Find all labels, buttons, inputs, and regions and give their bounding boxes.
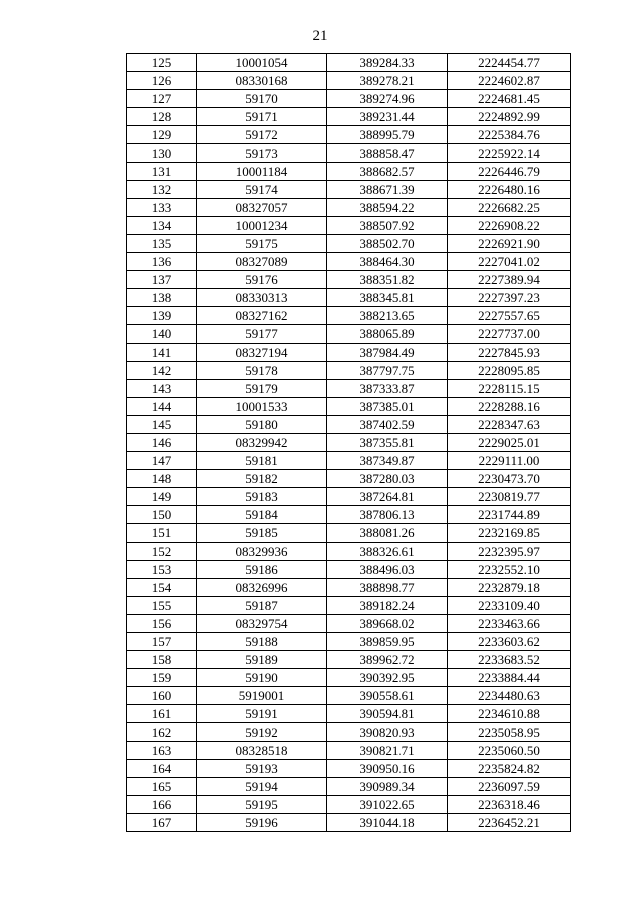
point-id-cell: 10001533 — [197, 397, 327, 415]
row-number-cell: 136 — [127, 253, 197, 271]
point-id-cell: 59194 — [197, 777, 327, 795]
x-coordinate-cell: 388213.65 — [327, 307, 448, 325]
row-number-cell: 138 — [127, 289, 197, 307]
table-row — [127, 524, 571, 542]
point-id-cell: 59184 — [197, 506, 327, 524]
x-coordinate-cell: 388326.61 — [327, 542, 448, 560]
x-coordinate-cell: 388464.30 — [327, 253, 448, 271]
y-coordinate-cell: 2230819.77 — [448, 488, 571, 506]
y-coordinate-cell: 2225384.76 — [448, 126, 571, 144]
table-row — [127, 560, 571, 578]
row-number-cell: 139 — [127, 307, 197, 325]
row-number-cell: 143 — [127, 379, 197, 397]
y-coordinate-cell: 2225922.14 — [448, 144, 571, 162]
y-coordinate-cell: 2227041.02 — [448, 253, 571, 271]
row-number-cell: 160 — [127, 687, 197, 705]
y-coordinate-cell: 2231744.89 — [448, 506, 571, 524]
point-id-cell: 59177 — [197, 325, 327, 343]
row-number-cell: 134 — [127, 216, 197, 234]
row-number-cell: 133 — [127, 198, 197, 216]
table-row — [127, 542, 571, 560]
table-row — [127, 361, 571, 379]
x-coordinate-cell: 388345.81 — [327, 289, 448, 307]
y-coordinate-cell: 2228095.85 — [448, 361, 571, 379]
x-coordinate-cell: 388351.82 — [327, 271, 448, 289]
row-number-cell: 156 — [127, 614, 197, 632]
table-row — [127, 108, 571, 126]
table-row — [127, 452, 571, 470]
point-id-cell: 59187 — [197, 596, 327, 614]
x-coordinate-cell: 389274.96 — [327, 90, 448, 108]
point-id-cell: 59189 — [197, 651, 327, 669]
table-row — [127, 470, 571, 488]
point-id-cell: 08329942 — [197, 433, 327, 451]
y-coordinate-cell: 2224681.45 — [448, 90, 571, 108]
point-id-cell: 59193 — [197, 759, 327, 777]
table-row — [127, 759, 571, 777]
table-row — [127, 397, 571, 415]
table-row — [127, 325, 571, 343]
point-id-cell: 10001054 — [197, 54, 327, 72]
table-row — [127, 415, 571, 433]
y-coordinate-cell: 2228288.16 — [448, 397, 571, 415]
point-id-cell: 10001234 — [197, 216, 327, 234]
point-id-cell: 59174 — [197, 180, 327, 198]
table-row — [127, 126, 571, 144]
point-id-cell: 59180 — [197, 415, 327, 433]
point-id-cell: 59176 — [197, 271, 327, 289]
coordinates-table-body — [127, 54, 571, 832]
y-coordinate-cell: 2236318.46 — [448, 795, 571, 813]
point-id-cell: 08327057 — [197, 198, 327, 216]
row-number-cell: 137 — [127, 271, 197, 289]
y-coordinate-cell: 2227557.65 — [448, 307, 571, 325]
point-id-cell: 59171 — [197, 108, 327, 126]
x-coordinate-cell: 388594.22 — [327, 198, 448, 216]
row-number-cell: 144 — [127, 397, 197, 415]
table-row — [127, 307, 571, 325]
x-coordinate-cell: 387264.81 — [327, 488, 448, 506]
row-number-cell: 153 — [127, 560, 197, 578]
x-coordinate-cell: 388898.77 — [327, 578, 448, 596]
x-coordinate-cell: 387984.49 — [327, 343, 448, 361]
x-coordinate-cell: 389962.72 — [327, 651, 448, 669]
table-row — [127, 669, 571, 687]
table-row — [127, 741, 571, 759]
point-id-cell: 5919001 — [197, 687, 327, 705]
row-number-cell: 131 — [127, 162, 197, 180]
x-coordinate-cell: 390821.71 — [327, 741, 448, 759]
x-coordinate-cell: 388081.26 — [327, 524, 448, 542]
table-row — [127, 379, 571, 397]
x-coordinate-cell: 388065.89 — [327, 325, 448, 343]
y-coordinate-cell: 2235058.95 — [448, 723, 571, 741]
table-row — [127, 687, 571, 705]
table-row — [127, 271, 571, 289]
y-coordinate-cell: 2232169.85 — [448, 524, 571, 542]
row-number-cell: 135 — [127, 234, 197, 252]
point-id-cell: 10001184 — [197, 162, 327, 180]
x-coordinate-cell: 388671.39 — [327, 180, 448, 198]
table-row — [127, 614, 571, 632]
point-id-cell: 08327194 — [197, 343, 327, 361]
row-number-cell: 155 — [127, 596, 197, 614]
x-coordinate-cell: 388995.79 — [327, 126, 448, 144]
x-coordinate-cell: 389668.02 — [327, 614, 448, 632]
y-coordinate-cell: 2235060.50 — [448, 741, 571, 759]
y-coordinate-cell: 2234480.63 — [448, 687, 571, 705]
table-row — [127, 813, 571, 831]
table-row — [127, 216, 571, 234]
row-number-cell: 162 — [127, 723, 197, 741]
table-row — [127, 651, 571, 669]
table-row — [127, 72, 571, 90]
y-coordinate-cell: 2227737.00 — [448, 325, 571, 343]
point-id-cell: 59191 — [197, 705, 327, 723]
point-id-cell: 59196 — [197, 813, 327, 831]
table-row — [127, 90, 571, 108]
point-id-cell: 08326996 — [197, 578, 327, 596]
row-number-cell: 157 — [127, 633, 197, 651]
row-number-cell: 140 — [127, 325, 197, 343]
table-row — [127, 198, 571, 216]
table-row — [127, 633, 571, 651]
table-row — [127, 777, 571, 795]
y-coordinate-cell: 2226921.90 — [448, 234, 571, 252]
x-coordinate-cell: 389182.24 — [327, 596, 448, 614]
table-row — [127, 144, 571, 162]
row-number-cell: 128 — [127, 108, 197, 126]
row-number-cell: 145 — [127, 415, 197, 433]
row-number-cell: 142 — [127, 361, 197, 379]
y-coordinate-cell: 2232395.97 — [448, 542, 571, 560]
row-number-cell: 150 — [127, 506, 197, 524]
table-row — [127, 54, 571, 72]
row-number-cell: 127 — [127, 90, 197, 108]
table-row — [127, 433, 571, 451]
x-coordinate-cell: 387280.03 — [327, 470, 448, 488]
x-coordinate-cell: 390950.16 — [327, 759, 448, 777]
y-coordinate-cell: 2235824.82 — [448, 759, 571, 777]
point-id-cell: 08329754 — [197, 614, 327, 632]
row-number-cell: 154 — [127, 578, 197, 596]
point-id-cell: 08328518 — [197, 741, 327, 759]
point-id-cell: 59182 — [197, 470, 327, 488]
row-number-cell: 167 — [127, 813, 197, 831]
row-number-cell: 151 — [127, 524, 197, 542]
y-coordinate-cell: 2226908.22 — [448, 216, 571, 234]
x-coordinate-cell: 387333.87 — [327, 379, 448, 397]
row-number-cell: 129 — [127, 126, 197, 144]
point-id-cell: 59183 — [197, 488, 327, 506]
x-coordinate-cell: 388682.57 — [327, 162, 448, 180]
y-coordinate-cell: 2233884.44 — [448, 669, 571, 687]
row-number-cell: 130 — [127, 144, 197, 162]
x-coordinate-cell: 388496.03 — [327, 560, 448, 578]
table-row — [127, 723, 571, 741]
row-number-cell: 141 — [127, 343, 197, 361]
x-coordinate-cell: 391044.18 — [327, 813, 448, 831]
row-number-cell: 166 — [127, 795, 197, 813]
point-id-cell: 08329936 — [197, 542, 327, 560]
row-number-cell: 158 — [127, 651, 197, 669]
point-id-cell: 59170 — [197, 90, 327, 108]
row-number-cell: 148 — [127, 470, 197, 488]
row-number-cell: 165 — [127, 777, 197, 795]
point-id-cell: 59186 — [197, 560, 327, 578]
x-coordinate-cell: 391022.65 — [327, 795, 448, 813]
y-coordinate-cell: 2228347.63 — [448, 415, 571, 433]
y-coordinate-cell: 2224454.77 — [448, 54, 571, 72]
row-number-cell: 125 — [127, 54, 197, 72]
point-id-cell: 59188 — [197, 633, 327, 651]
row-number-cell: 132 — [127, 180, 197, 198]
y-coordinate-cell: 2236452.21 — [448, 813, 571, 831]
table-row — [127, 162, 571, 180]
y-coordinate-cell: 2230473.70 — [448, 470, 571, 488]
point-id-cell: 59179 — [197, 379, 327, 397]
y-coordinate-cell: 2227389.94 — [448, 271, 571, 289]
point-id-cell: 08327089 — [197, 253, 327, 271]
table-row — [127, 343, 571, 361]
point-id-cell: 59195 — [197, 795, 327, 813]
x-coordinate-cell: 390392.95 — [327, 669, 448, 687]
table-row — [127, 795, 571, 813]
row-number-cell: 152 — [127, 542, 197, 560]
x-coordinate-cell: 387385.01 — [327, 397, 448, 415]
row-number-cell: 164 — [127, 759, 197, 777]
x-coordinate-cell: 388502.70 — [327, 234, 448, 252]
y-coordinate-cell: 2233683.52 — [448, 651, 571, 669]
x-coordinate-cell: 390594.81 — [327, 705, 448, 723]
point-id-cell: 59173 — [197, 144, 327, 162]
y-coordinate-cell: 2233603.62 — [448, 633, 571, 651]
point-id-cell: 08330168 — [197, 72, 327, 90]
x-coordinate-cell: 390989.34 — [327, 777, 448, 795]
row-number-cell: 159 — [127, 669, 197, 687]
y-coordinate-cell: 2224892.99 — [448, 108, 571, 126]
row-number-cell: 146 — [127, 433, 197, 451]
point-id-cell: 59190 — [197, 669, 327, 687]
point-id-cell: 08330313 — [197, 289, 327, 307]
point-id-cell: 59172 — [197, 126, 327, 144]
y-coordinate-cell: 2236097.59 — [448, 777, 571, 795]
point-id-cell: 59185 — [197, 524, 327, 542]
x-coordinate-cell: 389859.95 — [327, 633, 448, 651]
y-coordinate-cell: 2227397.23 — [448, 289, 571, 307]
x-coordinate-cell: 390820.93 — [327, 723, 448, 741]
point-id-cell: 59181 — [197, 452, 327, 470]
y-coordinate-cell: 2226480.16 — [448, 180, 571, 198]
point-id-cell: 08327162 — [197, 307, 327, 325]
y-coordinate-cell: 2233463.66 — [448, 614, 571, 632]
point-id-cell: 59175 — [197, 234, 327, 252]
table-row — [127, 596, 571, 614]
row-number-cell: 147 — [127, 452, 197, 470]
table-row — [127, 705, 571, 723]
x-coordinate-cell: 388507.92 — [327, 216, 448, 234]
y-coordinate-cell: 2226446.79 — [448, 162, 571, 180]
x-coordinate-cell: 387402.59 — [327, 415, 448, 433]
y-coordinate-cell: 2228115.15 — [448, 379, 571, 397]
y-coordinate-cell: 2224602.87 — [448, 72, 571, 90]
row-number-cell: 163 — [127, 741, 197, 759]
row-number-cell: 126 — [127, 72, 197, 90]
y-coordinate-cell: 2234610.88 — [448, 705, 571, 723]
x-coordinate-cell: 387355.81 — [327, 433, 448, 451]
x-coordinate-cell: 389231.44 — [327, 108, 448, 126]
y-coordinate-cell: 2229111.00 — [448, 452, 571, 470]
y-coordinate-cell: 2226682.25 — [448, 198, 571, 216]
table-row — [127, 578, 571, 596]
x-coordinate-cell: 389278.21 — [327, 72, 448, 90]
y-coordinate-cell: 2233109.40 — [448, 596, 571, 614]
y-coordinate-cell: 2232552.10 — [448, 560, 571, 578]
x-coordinate-cell: 388858.47 — [327, 144, 448, 162]
table-row — [127, 506, 571, 524]
y-coordinate-cell: 2229025.01 — [448, 433, 571, 451]
table-row — [127, 289, 571, 307]
x-coordinate-cell: 387797.75 — [327, 361, 448, 379]
x-coordinate-cell: 389284.33 — [327, 54, 448, 72]
table-row — [127, 234, 571, 252]
x-coordinate-cell: 387806.13 — [327, 506, 448, 524]
point-id-cell: 59178 — [197, 361, 327, 379]
page-number: 21 — [312, 28, 328, 44]
x-coordinate-cell: 387349.87 — [327, 452, 448, 470]
coordinates-table — [126, 53, 571, 832]
table-row — [127, 180, 571, 198]
point-id-cell: 59192 — [197, 723, 327, 741]
y-coordinate-cell: 2227845.93 — [448, 343, 571, 361]
row-number-cell: 161 — [127, 705, 197, 723]
x-coordinate-cell: 390558.61 — [327, 687, 448, 705]
table-row — [127, 488, 571, 506]
table-row — [127, 253, 571, 271]
y-coordinate-cell: 2232879.18 — [448, 578, 571, 596]
row-number-cell: 149 — [127, 488, 197, 506]
